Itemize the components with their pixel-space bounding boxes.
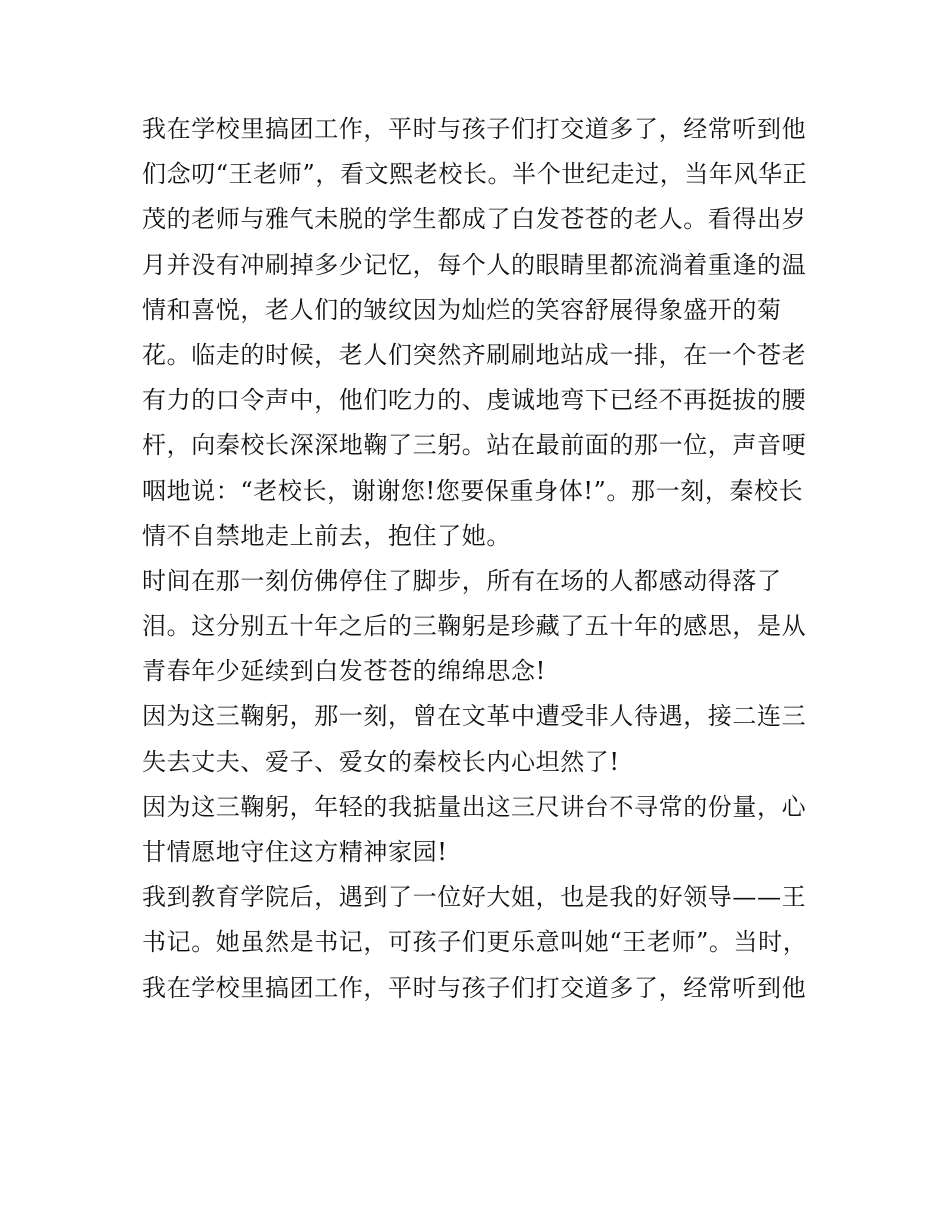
text-line: 花。临走的时候，老人们突然齐刷刷地站成一排，在一个苍老 xyxy=(142,340,807,369)
text-line: 咽地说：“老校长，谢谢您!您要保重身体!”。那一刻，秦校长 xyxy=(142,476,804,505)
text-line: 书记。她虽然是书记，可孩子们更乐意叫她“王老师”。当时， xyxy=(142,928,808,957)
text-line: 因为这三鞠躬，那一刻，曾在文革中遭受非人待遇，接二连三 xyxy=(142,702,807,731)
text-line: 我到教育学院后，遇到了一位好大姐，也是我的好领导——王 xyxy=(142,883,807,912)
text-line: 因为这三鞠躬，年轻的我掂量出这三尺讲台不寻常的份量，心 xyxy=(142,792,807,821)
text-line: 青春年少延续到白发苍苍的绵绵思念! xyxy=(142,657,546,686)
text-line: 我在学校里搞团工作，平时与孩子们打交道多了，经常听到他 xyxy=(142,973,807,1002)
text-line: 泪。这分别五十年之后的三鞠躬是珍藏了五十年的感思，是从 xyxy=(142,612,807,641)
text-line: 我在学校里搞团工作，平时与孩子们打交道多了，经常听到他 xyxy=(142,115,807,143)
text-line: 月并没有冲刷掉多少记忆，每个人的眼睛里都流淌着重逢的温 xyxy=(142,250,807,279)
text-line: 杆，向秦校长深深地鞠了三躬。站在最前面的那一位，声音哽 xyxy=(142,431,807,460)
text-line: 茂的老师与雅气未脱的学生都成了白发苍苍的老人。看得出岁 xyxy=(142,205,807,234)
text-line: 甘情愿地守住这方精神家园! xyxy=(142,838,448,866)
body-text xyxy=(142,107,832,1011)
text-line: 们念叨“王老师”，看文熙老校长。半个世纪走过，当年风华正 xyxy=(142,160,808,189)
text-line: 失去丈夫、爱子、爱女的秦校长内心坦然了! xyxy=(142,747,620,776)
text-line: 情和喜悦，老人们的皱纹因为灿烂的笑容舒展得象盛开的菊 xyxy=(142,295,782,324)
text-line: 情不自禁地走上前去，抱住了她。 xyxy=(142,521,511,550)
text-line: 时间在那一刻仿佛停住了脚步，所有在场的人都感动得落了 xyxy=(142,566,782,595)
text-line: 有力的口令声中，他们吃力的、虔诚地弯下已经不再挺拔的腰 xyxy=(142,386,807,415)
